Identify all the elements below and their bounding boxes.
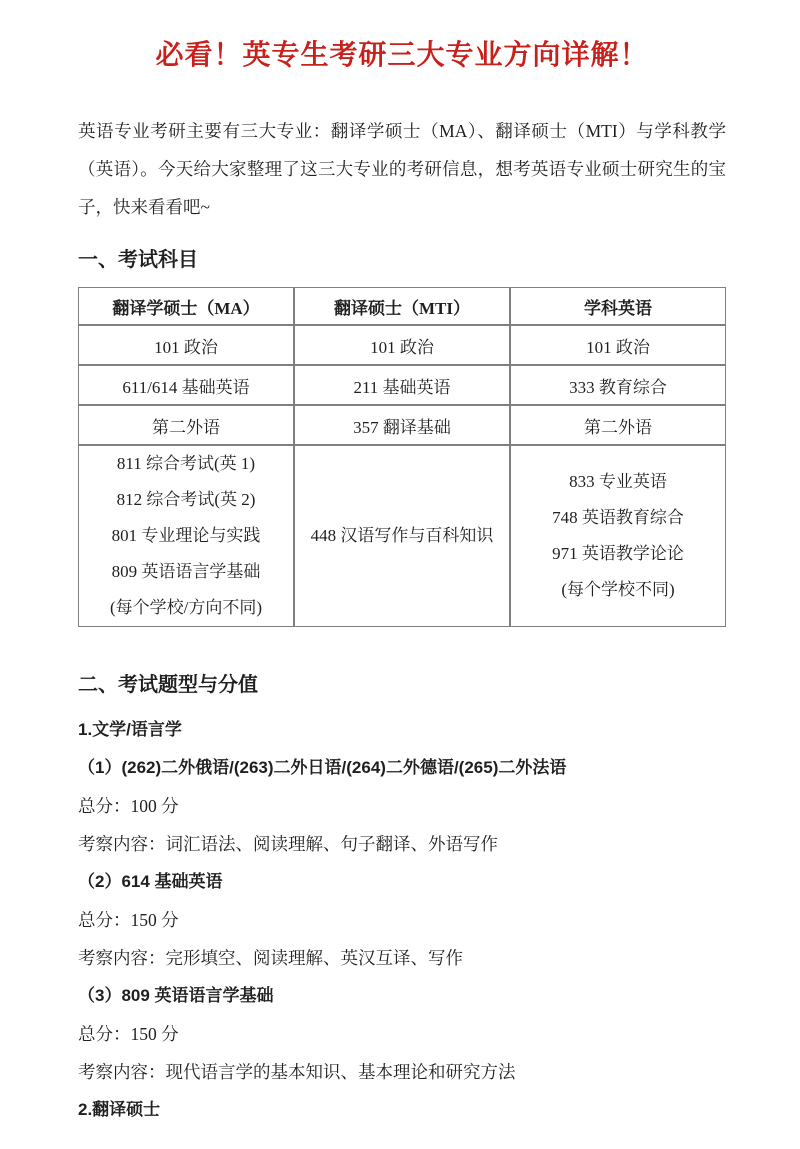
table-cell-line: 748 英语教育综合 <box>552 508 684 527</box>
exam-item-english-linguistics: （3）809 英语语言学基础 <box>78 986 274 1005</box>
table-row-multi <box>78 445 726 627</box>
table-header-subject-english: 学科英语 <box>510 287 726 325</box>
table-cell: 101 政治 <box>294 325 510 365</box>
section-heading-exam-subjects: 一、考试科目 <box>78 249 198 271</box>
table-cell-line: (每个学校不同) <box>561 580 675 599</box>
table-cell-line: 833 专业英语 <box>569 472 667 491</box>
table-cell-line: 971 英语教学论论 <box>552 544 684 563</box>
table-cell: 611/614 基础英语 <box>78 365 294 405</box>
subsection-literature-linguistics: 1.文学/语言学 <box>78 720 182 739</box>
table-cell-line: 801 专业理论与实践 <box>111 526 261 545</box>
table-cell-line: (每个学校/方向不同) <box>109 598 263 617</box>
table-cell: 101 政治 <box>78 325 294 365</box>
table-row <box>78 405 726 445</box>
table-header-row <box>78 287 726 325</box>
table-cell: 333 教育综合 <box>510 365 726 405</box>
section-heading-question-types: 二、考试题型与分值 <box>78 674 258 696</box>
exam-subjects-table <box>78 287 726 627</box>
exam-content-line: 考察内容：现代语言学的基本知识、基本理论和研究方法 <box>78 1062 516 1082</box>
table-row <box>78 365 726 405</box>
table-header-ma: 翻译学硕士（MA） <box>78 287 294 325</box>
total-score-line: 总分：150 分 <box>78 1024 179 1044</box>
exam-content-line: 考察内容：完形填空、阅读理解、英汉互译、写作 <box>78 948 463 968</box>
table-cell-line: 811 综合考试(英 1) <box>116 454 256 473</box>
table-cell-line: 448 汉语写作与百科知识 <box>310 526 494 545</box>
doc-title: 必看！英专生考研三大专业方向详解！ <box>155 39 649 70</box>
table-row <box>78 325 726 365</box>
table-cell: 101 政治 <box>510 325 726 365</box>
subsection-translation-masters: 2.翻译硕士 <box>78 1100 161 1119</box>
table-cell: 211 基础英语 <box>294 365 510 405</box>
table-cell-subject-english-exams <box>510 445 726 627</box>
table-cell-line: 812 综合考试(英 2) <box>116 490 256 509</box>
table-cell-ma-exams <box>78 445 294 627</box>
table-cell: 第二外语 <box>78 405 294 445</box>
table-cell: 第二外语 <box>510 405 726 445</box>
exam-item-second-foreign-language: （1）(262)二外俄语/(263)二外日语/(264)二外德语/(265)二外法语 <box>78 758 567 777</box>
table-header-mti: 翻译硕士（MTI） <box>294 287 510 325</box>
total-score-line: 总分：100 分 <box>78 796 179 816</box>
total-score-line: 总分：150 分 <box>78 910 179 930</box>
exam-content-line: 考察内容：词汇语法、阅读理解、句子翻译、外语写作 <box>78 834 498 854</box>
table-cell-line: 809 英语语言学基础 <box>111 562 261 581</box>
table-cell-mti-exam <box>294 445 510 627</box>
intro-paragraph: 英语专业考研主要有三大专业：翻译学硕士（MA）、翻译硕士（MTI）与学科教学（英语）。今天给大家整理了这三大专业的考研信息，想考英语专业硕士研究生的宝子，快来看看吧~ <box>78 121 726 217</box>
exam-item-basic-english: （2）614 基础英语 <box>78 872 223 891</box>
table-cell: 357 翻译基础 <box>294 405 510 445</box>
